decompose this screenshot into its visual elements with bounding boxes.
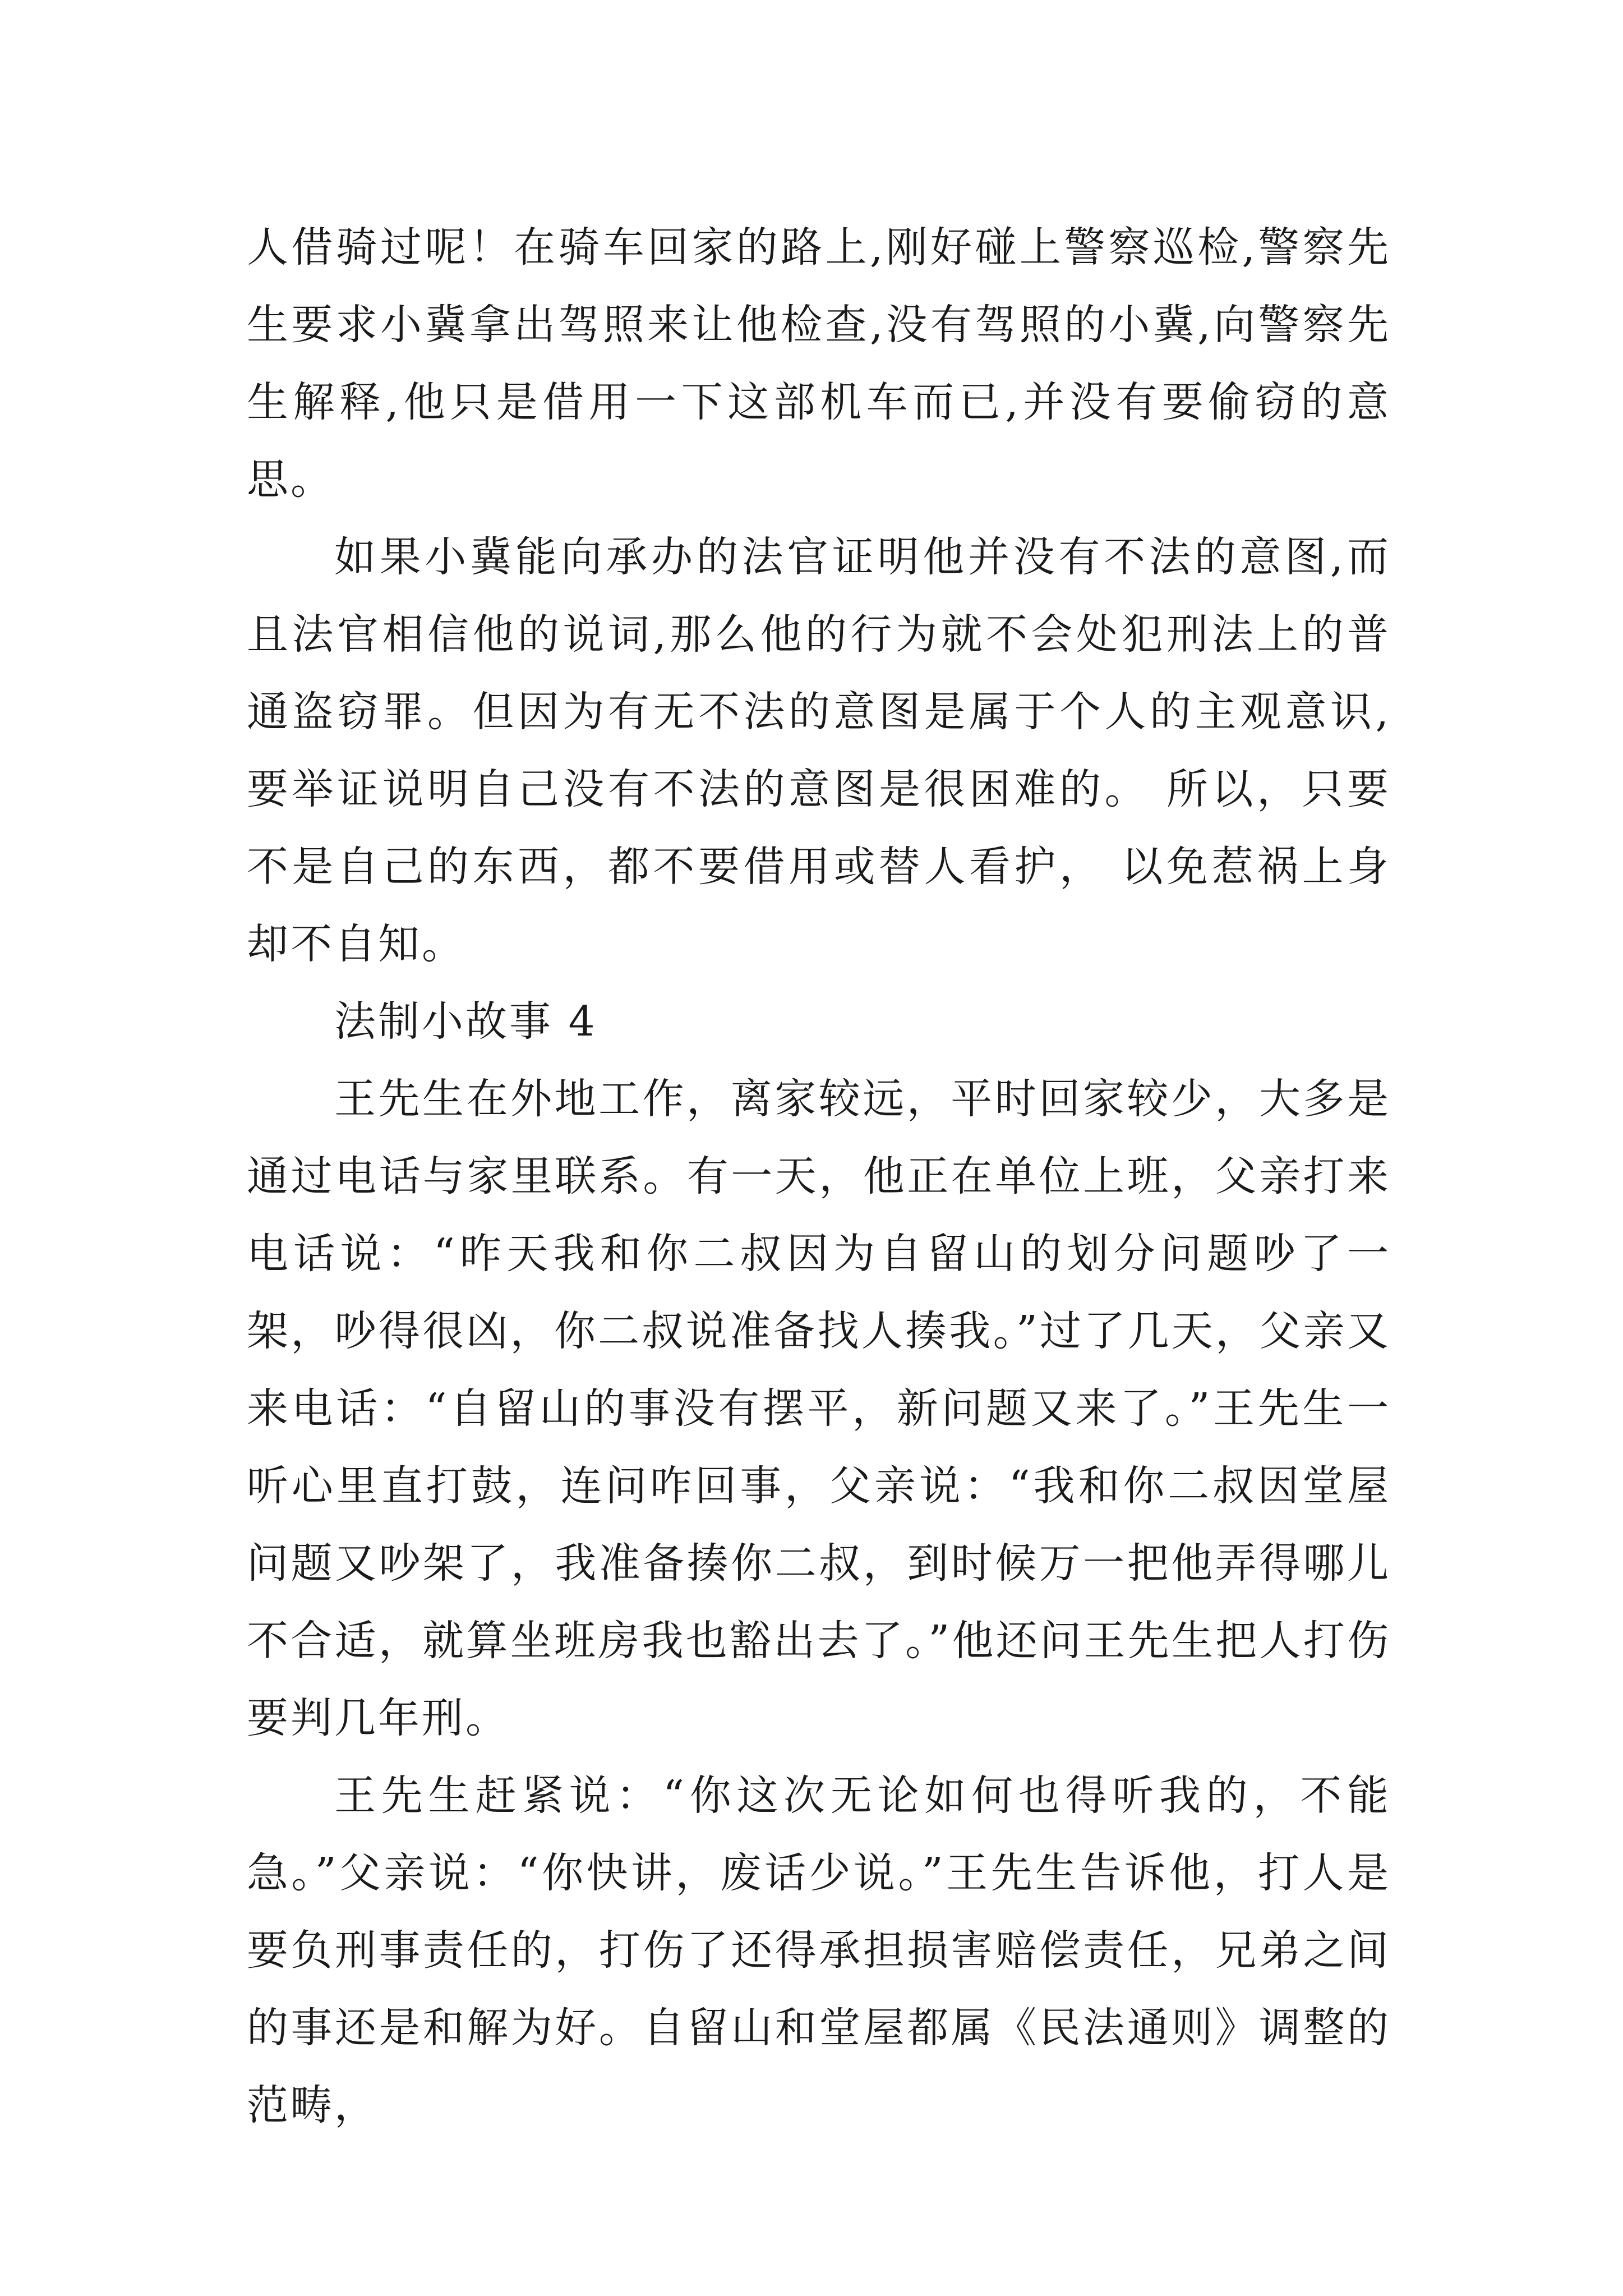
paragraph: 王先生在外地工作，离家较远，平时回家较少，大多是通过电话与家里联系。有一天，他正在单位上班，父亲打来电话说：“昨天我和你二叔因为自留山的划分问题吵了一架，吵得很凶，你二叔说准备找人揍我。”过了几天，父亲又来电话：“自留山的事没有摆平，新问题又来了。”王先生一听心里直打鼓，连问咋回事，父亲说：“我和你二叔因堂屋问题又吵架了，我准备揍你二叔，到时候万一把他弄得哪儿不合适，就算坐班房我也豁出去了。”他还问王先生把人打伤要判几年刑。: [247, 1075, 1391, 1742]
paragraph: 如果小冀能向承办的法官证明他并没有不法的意图,而且法官相信他的说词,那么他的行为就不会处犯刑法上的普通盗窃罪。但因为有无不法的意图是属于个人的主观意识,要举证说明自己没有不法的意图是很困难的。 所以，只要不是自己的东西，都不要借用或替人看护， 以免惹祸上身却不自知。: [247, 533, 1391, 968]
document-body: [247, 209, 1391, 2144]
paragraph: 王先生赶紧说：“你这次无论如何也得听我的，不能急。”父亲说：“你快讲，废话少说。”王先生告诉他，打人是要负刑事责任的，打伤了还得承担损害赔偿责任，兄弟之间的事还是和解为好。自留山和堂屋都属《民法通则》调整的范畴，: [247, 1772, 1391, 2129]
paragraph-continued: 人借骑过呢！在骑车回家的路上,刚好碰上警察巡检,警察先生要求小冀拿出驾照来让他检查,没有驾照的小冀,向警察先生解释,他只是借用一下这部机车而已,并没有要偷窃的意思。: [247, 223, 1391, 504]
section-heading: 法制小故事 4: [334, 997, 597, 1046]
